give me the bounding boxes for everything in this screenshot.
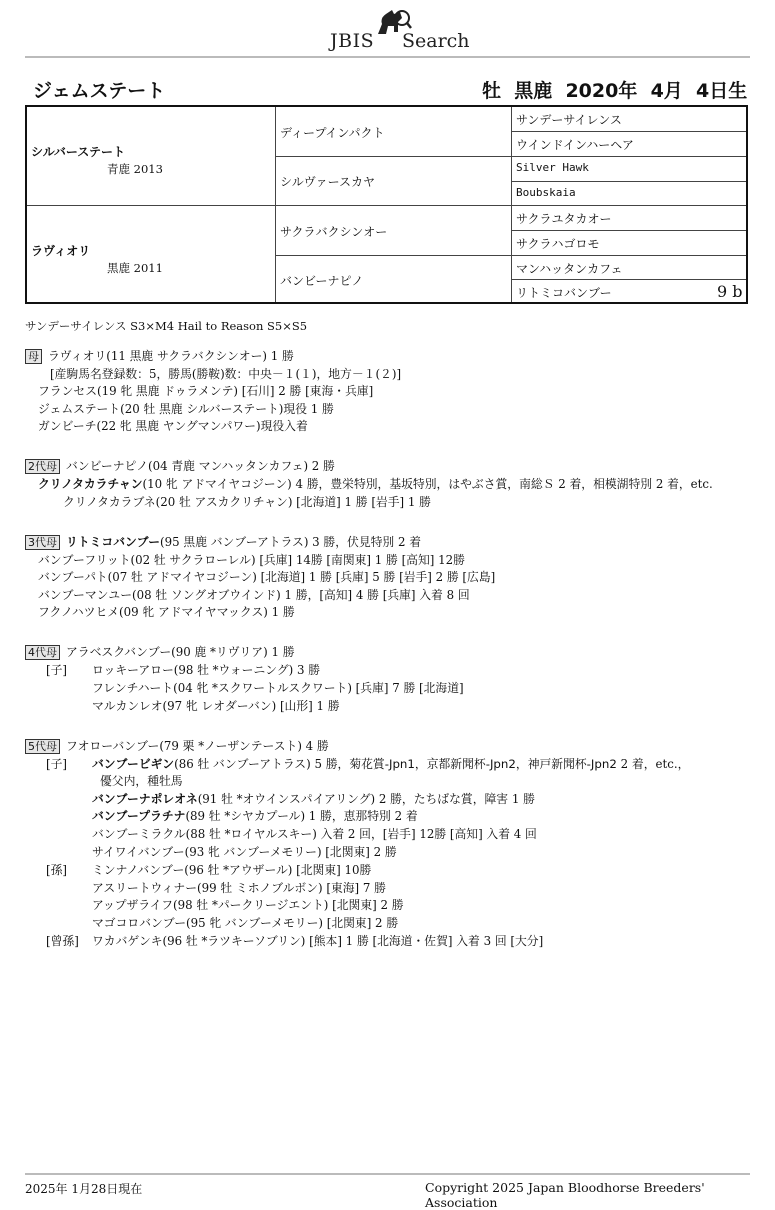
pedigree-table	[25, 105, 748, 304]
family-number: 9 b	[717, 282, 743, 301]
logo-text-search: Search	[402, 30, 470, 52]
sire-name[interactable]: シルバーステート	[31, 145, 126, 159]
gen5-child-1-races: 菊花賞-Jpn1，京都新聞杯-Jpn2，神戸新聞杯-Jpn2	[349, 757, 617, 771]
pedigree-gen3-1[interactable]: サンデーサイレンス	[516, 113, 622, 127]
dam-progeny-stats: [産駒馬名登録数：5，勝馬(勝鞍)数：中央－１(１)，地方－１(２)]	[50, 367, 402, 381]
gen5-child-2[interactable]	[92, 790, 535, 807]
gen2-progeny-1-detail: (10 牝 アドマイヤコジーン) 4 勝，豊栄特別，基坂特別，はやぶさ賞，南総Ｓ 2 着，相模湖特別 2 着，etc.	[142, 477, 713, 491]
pedigree-gen3-3[interactable]: Silver Hawk	[516, 161, 589, 174]
gen5-child-1-name[interactable]: バンブービギン	[92, 757, 175, 771]
header-divider	[25, 56, 750, 58]
gen4-section-head	[25, 643, 295, 660]
horse-sex-color-birthdate: 牡 黒鹿 2020年 4月 4日生	[482, 80, 748, 102]
gen5-head-text[interactable]: フオローバンブー(79 栗 *ノーザンテースト) 4 勝	[66, 739, 329, 753]
gen4-tag: 4代母	[25, 645, 60, 660]
gen4-head-text[interactable]: アラベスクバンブー(90 鹿 *リヴリア) 1 勝	[66, 645, 295, 659]
gen5-grand-label: [孫]	[46, 863, 68, 877]
pedigree-dam-dam[interactable]: バンビーナピノ	[280, 274, 364, 288]
gen5-child-5[interactable]: サイワイバンブー(93 牝 バンブーメモリー) [北関東] 2 勝	[92, 845, 397, 859]
inbreeding-line: サンデーサイレンス S3×M4 Hail to Reason S5×S5	[25, 319, 308, 333]
gen3-head-detail: (95 黒鹿 バンブーアトラス) 3 勝，伏見特別 2 着	[160, 535, 422, 549]
gen5-grandchild-1[interactable]: ミンナノバンブー(96 牡 *アウザール) [北関東] 10勝	[92, 863, 372, 877]
dam-section-head	[25, 347, 294, 364]
gen5-child-3-name[interactable]: バンブープラチナ	[92, 809, 186, 823]
dam-cell[interactable]	[31, 242, 163, 276]
gen4-child-label: [子]	[46, 663, 68, 677]
jbis-search-logo[interactable]	[330, 8, 470, 53]
dam-tag: 母	[25, 349, 42, 364]
gen4-progeny-2[interactable]: フレンチハート(04 牝 *スクワートルスクワート) [兵庫] 7 勝 [北海道]	[92, 681, 464, 695]
gen3-progeny-3[interactable]: バンブーマンユー(08 牡 ソングオブウインド) 1 勝，[高知] 4 勝 [兵庫] 入着 8 回	[38, 588, 470, 602]
pedigree-gen3-4[interactable]: Boubskaia	[516, 186, 576, 199]
footer-date: 2025年 1月28日現在	[25, 1182, 143, 1196]
pedigree-gen3-8[interactable]: リトミコバンブー	[516, 286, 612, 300]
footer-copyright: Copyright 2025 Japan Bloodhorse Breeders' Association	[425, 1180, 705, 1210]
gen5-child-3-detail: (89 牡 *シヤカプール) 1 勝，恵那特別 2 着	[185, 809, 418, 823]
gen5-child-1[interactable]	[92, 755, 689, 772]
gen4-progeny-1[interactable]: ロッキーアロー(98 牡 *ウォーニング) 3 勝	[92, 663, 321, 677]
pedigree-gen3-7[interactable]: マンハッタンカフェ	[516, 262, 623, 276]
gen3-progeny-4[interactable]: フクノハツヒメ(09 牝 アドマイヤマックス) 1 勝	[38, 605, 295, 619]
logo-text-jbis: JBIS	[330, 30, 375, 52]
horse-name: ジェムステート	[33, 80, 166, 102]
gen5-great-label: [曾孫]	[46, 934, 79, 948]
gen5-child-1-detail: (86 牡 バンブーアトラス) 5 勝，	[174, 757, 350, 771]
pedigree-gen3-6[interactable]: サクラハゴロモ	[516, 237, 600, 251]
dam-progeny-2[interactable]: ジェムステート(20 牡 黒鹿 シルバーステート)現役 1 勝	[38, 402, 334, 416]
dam-progeny-1[interactable]: フランセス(19 牝 黒鹿 ドゥラメンテ) [石川] 2 勝 [東海・兵庫]	[38, 384, 374, 398]
gen5-great-grandchild-1[interactable]: ワカバゲンキ(96 牡 *ラツキーソブリン) [熊本] 1 勝 [北海道・佐賀] 入着 3 回 [大分]	[92, 934, 544, 948]
gen5-child-1-cont: 優父内，種牡馬	[100, 774, 183, 788]
gen3-tag: 3代母	[25, 535, 60, 550]
gen5-section-head	[25, 737, 329, 754]
gen5-child-label: [子]	[46, 757, 68, 771]
footer-divider	[25, 1173, 750, 1175]
gen3-head-name[interactable]: リトミコバンブー	[66, 535, 161, 549]
sire-cell[interactable]	[31, 143, 163, 177]
gen5-tag: 5代母	[25, 739, 60, 754]
gen4-progeny-3[interactable]: マルカンレオ(97 牝 レオダーバン) [山形] 1 勝	[92, 699, 340, 713]
gen2-tag: 2代母	[25, 459, 60, 474]
gen3-section-head	[25, 533, 421, 550]
gen5-child-4[interactable]: バンブーミラクル(88 牡 *ロイヤルスキー) 入着 2 回，[岩手] 12勝 [高知] 入着 4 回	[92, 827, 537, 841]
pedigree-sire-dam[interactable]: シルヴァースカヤ	[280, 175, 375, 189]
gen5-grandchild-2[interactable]: アスリートウィナー(99 牡 ミホノブルボン) [東海] 7 勝	[92, 881, 386, 895]
pedigree-sire-sire[interactable]: ディープインパクト	[280, 126, 385, 140]
dam-progeny-3[interactable]: ガンビーチ(22 牝 黒鹿 ヤングマンパワー)現役入着	[38, 419, 308, 433]
gen3-progeny-2[interactable]: バンブーパト(07 牡 アドマイヤコジーン) [北海道] 1 勝 [兵庫] 5 勝 [岩手] 2 勝 [広島]	[38, 570, 496, 584]
pedigree-gen3-2[interactable]: ウインドインハーヘア	[516, 138, 634, 152]
gen5-grandchild-4[interactable]: マゴコロバンブー(95 牝 バンブーメモリー) [北関東] 2 勝	[92, 916, 399, 930]
gen5-child-2-name[interactable]: バンブーナポレオネ	[92, 792, 198, 806]
dam-detail: 黒鹿 2011	[107, 261, 163, 275]
gen3-progeny-1[interactable]: バンブーフリット(02 牡 サクラローレル) [兵庫] 14勝 [南関東] 1 勝 [高知] 12勝	[38, 553, 465, 567]
gen2-progeny-1-name[interactable]: クリノタカラチャン	[38, 477, 143, 491]
gen2-progeny-1[interactable]	[38, 475, 713, 492]
gen2-section-head	[25, 457, 335, 474]
gen2-head-text[interactable]: バンビーナピノ(04 青鹿 マンハッタンカフェ) 2 勝	[66, 459, 335, 473]
pedigree-gen3-5[interactable]: サクラユタカオー	[516, 212, 612, 226]
gen5-child-3[interactable]	[92, 807, 418, 824]
sire-detail: 青鹿 2013	[107, 162, 163, 176]
pedigree-dam-sire[interactable]: サクラバクシンオー	[280, 225, 388, 239]
dam-name[interactable]: ラヴィオリ	[31, 244, 91, 258]
dam-head-text[interactable]: ラヴィオリ(11 黒鹿 サクラバクシンオー) 1 勝	[48, 349, 294, 363]
gen5-child-1-detail-2: 2 着，etc.，	[616, 757, 690, 771]
gen2-grandchild-1[interactable]: クリノタカラブネ(20 牡 アスカクリチャン) [北海道] 1 勝 [岩手] 1 勝	[63, 495, 431, 509]
gen5-child-2-detail: (91 牡 *オウインスパイアリング) 2 勝，たちばな賞，障害 1 勝	[197, 792, 535, 806]
gen5-grandchild-3[interactable]: アップザライフ(98 牡 *パークリージエント) [北関東] 2 勝	[92, 898, 404, 912]
